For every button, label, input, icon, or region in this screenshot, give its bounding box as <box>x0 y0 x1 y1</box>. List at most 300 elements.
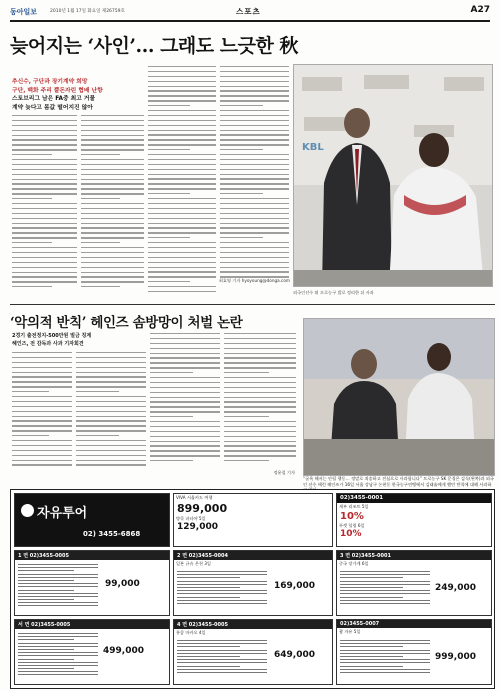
text-line <box>76 381 146 382</box>
ad-label: 푸켓 힐링 6일 <box>339 522 365 528</box>
ad-fineprint <box>340 640 430 675</box>
text-line <box>224 343 296 344</box>
classified-ads <box>10 489 495 689</box>
text-line <box>150 362 220 363</box>
text-line <box>81 130 144 131</box>
text-line <box>148 257 216 258</box>
fine-line <box>18 567 98 568</box>
ad-price: 249,000 <box>435 583 476 593</box>
text-line <box>12 435 49 436</box>
text-line <box>81 262 144 263</box>
text-line <box>220 125 289 126</box>
text-line <box>76 352 146 353</box>
text-line <box>81 257 144 258</box>
text-line <box>12 193 77 194</box>
fine-line <box>340 640 430 641</box>
text-line <box>224 426 296 427</box>
ad-bar: 02)3455-0007 <box>337 620 491 628</box>
text-line <box>220 237 263 238</box>
travel-ad[interactable] <box>14 493 170 547</box>
deck-line: 계약 늦다고 몸값 떨어지진 않아 <box>12 104 93 111</box>
text-line <box>81 169 144 170</box>
text-line <box>224 357 296 358</box>
text-line <box>148 76 216 77</box>
text-line <box>220 178 289 179</box>
photo-illustration <box>294 65 493 287</box>
ad-percent: 10% <box>340 510 364 522</box>
fine-line <box>340 666 403 667</box>
page-header <box>10 4 490 22</box>
text-line <box>81 237 144 238</box>
deck-line: 헤인즈, 전 감독과 사과 기자회견 <box>12 340 84 347</box>
ad-panel[interactable] <box>336 550 492 616</box>
text-line <box>12 411 72 412</box>
text-line <box>12 381 72 382</box>
fine-line <box>177 574 267 575</box>
news-photo-2 <box>303 318 495 476</box>
text-line <box>12 237 77 238</box>
fine-line <box>177 600 267 601</box>
text-line <box>150 343 220 344</box>
text-line <box>148 267 216 268</box>
ad-panel[interactable] <box>173 550 333 616</box>
text-line <box>81 139 144 140</box>
text-line <box>12 203 77 204</box>
text-line <box>224 421 296 422</box>
ad-price: 169,000 <box>274 581 315 591</box>
text-line <box>12 247 77 248</box>
text-line <box>220 95 289 96</box>
text-line <box>12 445 72 446</box>
text-line <box>12 455 72 456</box>
text-line <box>76 430 146 431</box>
fine-line <box>177 597 240 598</box>
text-line <box>76 391 119 392</box>
text-line <box>220 110 289 111</box>
text-line <box>76 435 119 436</box>
text-line <box>12 144 77 145</box>
text-line <box>150 397 220 398</box>
ad-header: 02)3455-0001 <box>337 494 491 503</box>
fine-line <box>340 672 430 673</box>
text-line <box>81 223 144 224</box>
text-line <box>81 179 144 180</box>
text-line <box>150 392 220 393</box>
text-line <box>224 338 296 339</box>
text-line <box>220 188 289 189</box>
text-line <box>148 198 216 199</box>
text-line <box>76 367 146 368</box>
travel-ad-phone: 02) 3455-6868 <box>83 530 141 538</box>
text-line <box>224 411 296 412</box>
text-line <box>150 357 220 358</box>
fine-line <box>340 574 430 575</box>
body-column <box>76 352 146 469</box>
text-line <box>12 401 72 402</box>
fine-line <box>18 593 98 594</box>
deck-line: 추신수, 구단과 장기계약 희망 <box>12 79 88 85</box>
text-line <box>12 130 77 131</box>
text-line <box>12 198 52 199</box>
text-line <box>81 193 144 194</box>
text-line <box>148 144 216 145</box>
text-line <box>148 213 216 214</box>
text-line <box>81 174 144 175</box>
body-column <box>224 333 296 465</box>
fine-line <box>340 669 430 670</box>
text-line <box>224 455 296 456</box>
text-line <box>220 76 289 77</box>
fine-line <box>18 662 98 663</box>
text-line <box>12 223 77 224</box>
text-line <box>12 164 77 165</box>
text-line <box>81 125 144 126</box>
fine-line <box>340 603 430 604</box>
svg-text:KBL: KBL <box>302 142 324 153</box>
fine-line <box>340 643 430 644</box>
fine-line <box>340 593 430 594</box>
photo-caption: “굴욕 해서는 안될 행동… 정말로 죄송하고 진심으로 사과합니다” 프로농구 SK 문경은 감독(왼쪽)과 외국인 선수 애런 헤인즈가 16일 서울 강남구 논현동 한국농구연맹에서 김태술에게 했던 반칙에 대해 사과하 <box>303 476 494 487</box>
fine-line <box>18 580 74 581</box>
fine-line <box>340 597 403 598</box>
fine-line <box>18 674 98 675</box>
text-line <box>150 377 220 378</box>
text-line <box>12 232 77 233</box>
text-line <box>148 174 216 175</box>
fine-line <box>18 564 98 565</box>
second-deck <box>12 333 132 348</box>
text-line <box>81 227 144 228</box>
text-line <box>12 391 49 392</box>
text-line <box>12 257 77 258</box>
text-line <box>12 213 77 214</box>
text-line <box>76 386 146 387</box>
text-line <box>148 183 216 184</box>
text-line <box>220 115 289 116</box>
text-line <box>220 139 289 140</box>
text-line <box>81 281 144 282</box>
text-line <box>148 149 190 150</box>
text-line <box>148 164 216 165</box>
fine-line <box>340 590 430 591</box>
text-line <box>148 159 216 160</box>
text-line <box>220 198 289 199</box>
text-line <box>220 149 263 150</box>
text-line <box>220 81 289 82</box>
text-line <box>220 86 289 87</box>
text-line <box>76 440 146 441</box>
body-column <box>220 66 289 281</box>
fine-line <box>177 646 240 647</box>
text-line <box>81 154 120 155</box>
second-headline: ‘악의적 반칙’ 헤인즈 솜방망이 처벌 논란 <box>10 315 243 331</box>
text-line <box>220 267 289 268</box>
text-line <box>148 169 216 170</box>
fine-line <box>177 650 267 651</box>
fine-line <box>340 581 430 582</box>
text-line <box>12 208 77 209</box>
text-line <box>76 411 146 412</box>
text-line <box>148 262 216 263</box>
fine-line <box>177 571 267 572</box>
fine-line <box>18 655 98 656</box>
text-line <box>224 406 296 407</box>
text-line <box>81 208 144 209</box>
text-line <box>150 441 220 442</box>
text-line <box>148 247 216 248</box>
text-line <box>12 362 72 363</box>
text-line <box>81 120 144 121</box>
fine-line <box>340 659 430 660</box>
byline: 최효영 기자 hyoyoung@donga.com <box>218 278 290 283</box>
text-line <box>12 227 77 228</box>
text-line <box>148 110 216 111</box>
text-line <box>12 440 72 441</box>
ad-fineprint <box>18 633 98 678</box>
text-line <box>148 223 216 224</box>
body-column <box>12 352 72 469</box>
text-line <box>220 159 289 160</box>
fine-line <box>18 583 98 584</box>
ad-panel[interactable] <box>173 493 333 547</box>
text-line <box>224 436 296 437</box>
text-line <box>12 386 72 387</box>
text-line <box>12 267 77 268</box>
ad-price: 499,000 <box>103 646 144 656</box>
text-line <box>81 198 120 199</box>
fine-line <box>18 586 98 587</box>
text-line <box>81 159 144 160</box>
text-line <box>12 183 77 184</box>
text-line <box>76 450 146 451</box>
text-line <box>220 100 289 101</box>
text-line <box>220 66 289 67</box>
text-line <box>12 450 72 451</box>
ad-fineprint <box>177 571 267 606</box>
ad-panel[interactable] <box>14 550 170 616</box>
text-line <box>12 174 77 175</box>
deck-line: 스토브리그 남은 FA중 최고 거물 <box>12 96 96 102</box>
fine-line <box>177 603 267 604</box>
text-line <box>12 281 77 282</box>
text-line <box>220 183 289 184</box>
text-line <box>150 353 220 354</box>
text-line <box>220 120 289 121</box>
fine-line <box>18 649 74 650</box>
text-line <box>148 95 216 96</box>
ad-bar: 1 면 02)3455-0005 <box>15 551 169 560</box>
text-line <box>148 237 190 238</box>
text-line <box>76 445 146 446</box>
text-line <box>220 71 289 72</box>
fine-line <box>177 659 267 660</box>
text-line <box>220 232 289 233</box>
text-line <box>12 276 77 277</box>
ad-label: 홍콩 마카오 4일 <box>176 630 206 635</box>
text-line <box>150 382 220 383</box>
text-line <box>220 144 289 145</box>
text-line <box>12 115 77 116</box>
text-line <box>76 416 146 417</box>
section-divider <box>10 304 495 305</box>
text-line <box>220 213 289 214</box>
news-photo <box>293 64 493 287</box>
ad-bar: 3 면 02)3455-0001 <box>337 551 491 560</box>
text-line <box>81 213 144 214</box>
ad-panel[interactable] <box>173 619 333 685</box>
text-line <box>12 125 77 126</box>
fine-line <box>177 640 267 641</box>
text-line <box>220 134 289 135</box>
text-line <box>220 169 289 170</box>
text-line <box>12 262 77 263</box>
fine-line <box>177 577 240 578</box>
text-line <box>148 252 216 253</box>
text-line <box>12 120 77 121</box>
text-line <box>81 135 144 136</box>
ad-price: 129,000 <box>177 522 218 532</box>
text-line <box>150 333 220 334</box>
text-line <box>12 460 72 461</box>
text-line <box>12 139 77 140</box>
text-line <box>76 396 146 397</box>
fine-line <box>18 668 74 669</box>
fine-line <box>18 590 74 591</box>
issue-date: 2010년 1월 17일 화요일 제26759호 <box>50 9 125 14</box>
text-line <box>148 203 216 204</box>
fine-line <box>18 602 98 603</box>
text-line <box>224 362 296 363</box>
section-title: 스포츠 <box>236 7 261 16</box>
text-line <box>150 460 193 461</box>
text-line <box>150 445 220 446</box>
text-line <box>81 115 144 116</box>
text-line <box>12 416 72 417</box>
fine-line <box>18 652 98 653</box>
text-line <box>81 164 144 165</box>
ad-price: 649,000 <box>274 650 315 660</box>
text-line <box>76 372 146 373</box>
text-line <box>150 406 220 407</box>
text-line <box>81 252 144 253</box>
ad-panel[interactable] <box>14 619 170 685</box>
text-line <box>224 392 296 393</box>
text-line <box>12 159 77 160</box>
text-line <box>12 149 77 150</box>
ad-panel[interactable] <box>336 493 492 547</box>
text-line <box>76 362 146 363</box>
text-line <box>220 90 289 91</box>
fine-line <box>18 643 98 644</box>
ad-bar: 4 면 02)3455-0005 <box>174 620 332 629</box>
text-line <box>150 338 220 339</box>
text-line <box>12 464 72 465</box>
page-number: A27 <box>470 5 490 15</box>
fine-line <box>177 653 267 654</box>
main-headline: 늦어지는 ‘사인’… 그래도 느긋한 秋 <box>10 35 298 57</box>
text-line <box>76 425 146 426</box>
text-line <box>12 218 77 219</box>
fine-line <box>177 584 267 585</box>
text-line <box>148 178 216 179</box>
text-line <box>148 232 216 233</box>
byline: 정윤철 기자 <box>273 470 295 475</box>
text-line <box>224 367 296 368</box>
text-line <box>148 90 216 91</box>
ad-panel[interactable] <box>336 619 492 685</box>
fine-line <box>340 662 430 663</box>
text-line <box>220 223 289 224</box>
fine-line <box>18 646 98 647</box>
fine-line <box>18 665 98 666</box>
fine-line <box>340 646 403 647</box>
text-line <box>220 227 289 228</box>
main-deck <box>12 78 139 112</box>
text-line <box>12 372 72 373</box>
text-line <box>81 242 120 243</box>
fine-line <box>340 600 430 601</box>
fine-line <box>18 596 98 597</box>
fine-line <box>340 650 430 651</box>
ad-price: 999,000 <box>435 652 476 662</box>
text-line <box>12 272 77 273</box>
text-line <box>12 376 72 377</box>
text-line <box>148 86 216 87</box>
text-line <box>150 431 220 432</box>
text-line <box>148 81 216 82</box>
text-line <box>150 411 220 412</box>
text-line <box>220 271 289 272</box>
text-line <box>76 376 146 377</box>
fine-line <box>18 574 98 575</box>
text-line <box>81 188 144 189</box>
text-line <box>220 105 263 106</box>
text-line <box>148 66 216 67</box>
text-line <box>12 154 52 155</box>
text-line <box>148 120 216 121</box>
text-line <box>12 169 77 170</box>
text-line <box>150 450 220 451</box>
text-line <box>148 286 216 287</box>
text-line <box>224 460 269 461</box>
text-line <box>224 377 296 378</box>
text-line <box>81 232 144 233</box>
text-line <box>12 367 72 368</box>
text-line <box>81 218 144 219</box>
text-line <box>224 353 296 354</box>
ad-label: 세부 리조트 5일 <box>339 504 369 509</box>
text-line <box>76 420 146 421</box>
text-line <box>224 387 296 388</box>
ad-bar: 서 면 02)3455-0005 <box>15 620 169 629</box>
fine-line <box>177 656 240 657</box>
fine-line <box>18 605 98 606</box>
text-line <box>81 286 120 287</box>
text-line <box>220 130 289 131</box>
fine-line <box>177 643 267 644</box>
text-line <box>81 144 144 145</box>
text-line <box>224 445 296 446</box>
text-line <box>76 455 146 456</box>
ad-label: 일본 규슈 온천 3일 <box>176 561 211 566</box>
text-line <box>148 193 190 194</box>
fine-line <box>177 590 267 591</box>
text-line <box>148 242 216 243</box>
text-line <box>220 154 289 155</box>
text-line <box>148 105 190 106</box>
text-line <box>148 115 216 116</box>
text-line <box>148 188 216 189</box>
